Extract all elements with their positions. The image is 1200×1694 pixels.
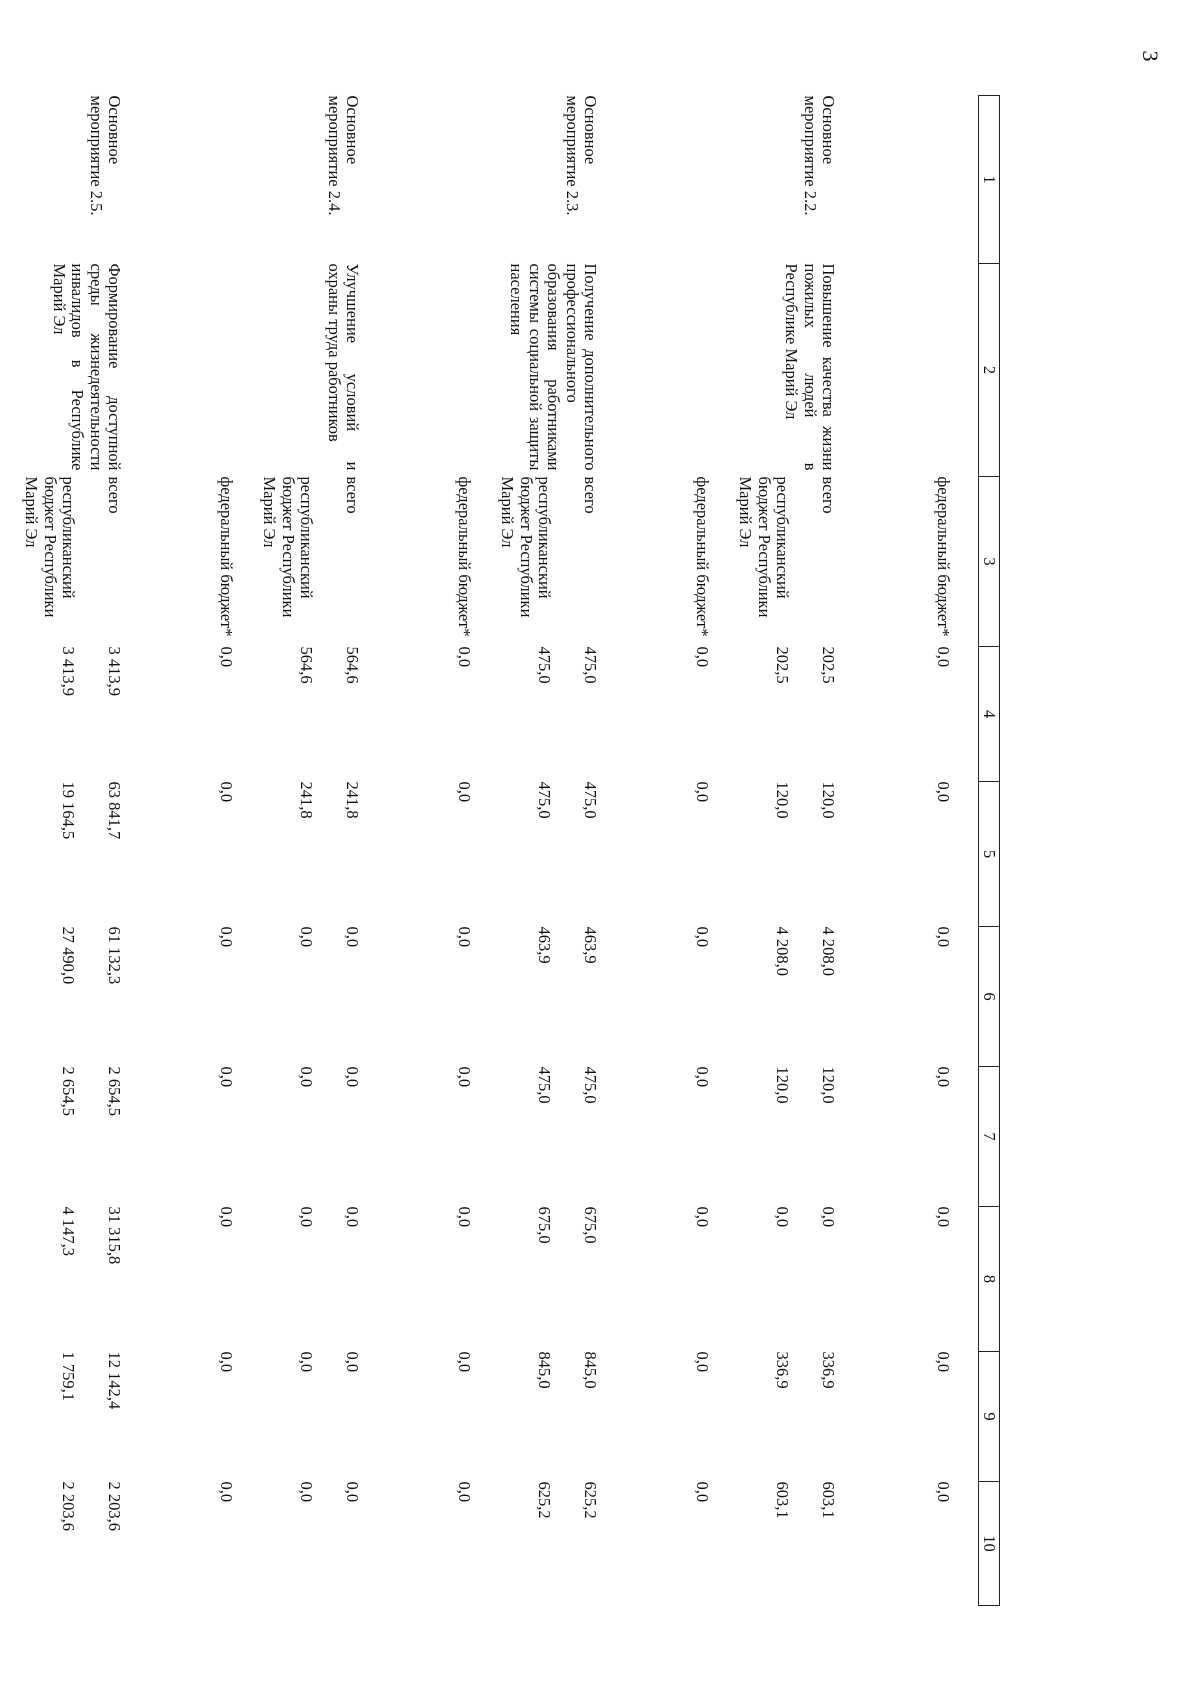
measure-id-cell: Основное мероприятие 2.5.: [86, 95, 124, 216]
value-cell: 0,0: [297, 1206, 316, 1228]
value-cell: 0,0: [934, 1351, 953, 1373]
value-cell: 0,0: [455, 1351, 474, 1373]
column-header: 3: [979, 477, 1000, 647]
column-header: 1: [979, 96, 1000, 264]
value-cell: 3 413,9: [59, 646, 78, 696]
value-cell: 0,0: [217, 1066, 236, 1088]
value-cell: 12 142,4: [105, 1351, 124, 1410]
column-header: 6: [979, 927, 1000, 1067]
value-cell: 475,0: [581, 646, 600, 684]
value-cell: 0,0: [934, 1481, 953, 1503]
value-cell: 2 654,5: [59, 1066, 78, 1116]
value-cell: 241,8: [343, 781, 362, 819]
value-cell: 202,5: [773, 646, 792, 684]
value-cell: 564,6: [297, 646, 316, 684]
value-cell: 0,0: [693, 1481, 712, 1503]
value-cell: 0,0: [217, 1481, 236, 1503]
value-cell: 0,0: [217, 926, 236, 948]
value-cell: 0,0: [934, 1066, 953, 1088]
value-cell: 1 759,1: [59, 1351, 78, 1401]
measure-id-cell: Основное мероприятие 2.2.: [800, 95, 838, 216]
value-cell: 3 413,9: [105, 646, 124, 696]
value-cell: 0,0: [217, 781, 236, 803]
funding-source-cell: федеральный бюджет*: [693, 476, 712, 637]
column-header: 8: [979, 1207, 1000, 1352]
value-cell: 675,0: [535, 1206, 554, 1244]
funding-source-cell: республиканский бюджет Республики Марий Эл: [498, 476, 554, 618]
table-row: [791, 96, 837, 1606]
funding-source-cell: федеральный бюджет*: [455, 476, 474, 637]
value-cell: 0,0: [693, 781, 712, 803]
value-cell: 0,0: [773, 1206, 792, 1228]
value-cell: 0,0: [455, 781, 474, 803]
value-cell: 0,0: [934, 926, 953, 948]
funding-source-cell: федеральный бюджет*: [217, 476, 236, 637]
value-cell: 0,0: [297, 926, 316, 948]
column-header: 9: [979, 1352, 1000, 1482]
value-cell: 0,0: [693, 646, 712, 668]
column-header: 2: [979, 264, 1000, 477]
measure-name-cell: Повышение качества жизни пожилых людей в Республике Марий Эл: [782, 263, 838, 471]
value-cell: 603,1: [773, 1481, 792, 1519]
table-row: [553, 96, 599, 1606]
value-cell: 845,0: [535, 1351, 554, 1389]
value-cell: 336,9: [819, 1351, 838, 1389]
value-cell: 0,0: [819, 1206, 838, 1228]
value-cell: 0,0: [455, 646, 474, 668]
table-row: [315, 96, 361, 1606]
value-cell: 31 315,8: [105, 1206, 124, 1265]
value-cell: 0,0: [455, 926, 474, 948]
value-cell: 475,0: [535, 1066, 554, 1104]
funding-source-cell: всего: [105, 476, 124, 514]
value-cell: 0,0: [297, 1481, 316, 1503]
column-header: 10: [979, 1482, 1000, 1606]
value-cell: 2 203,6: [59, 1481, 78, 1531]
table-row: [837, 96, 952, 1606]
value-cell: 675,0: [581, 1206, 600, 1244]
column-number-row: [979, 96, 1000, 1606]
funding-source-cell: республиканский бюджет Республики Марий Эл: [22, 476, 78, 618]
value-cell: 19 164,5: [59, 781, 78, 840]
funding-source-cell: федеральный бюджет*: [934, 476, 953, 637]
value-cell: 0,0: [217, 646, 236, 668]
value-cell: 0,0: [217, 1206, 236, 1228]
value-cell: 0,0: [343, 1351, 362, 1373]
value-cell: 625,2: [535, 1481, 554, 1519]
value-cell: 0,0: [297, 1066, 316, 1088]
value-cell: 0,0: [455, 1066, 474, 1088]
value-cell: 0,0: [455, 1206, 474, 1228]
rotated-table-wrapper: [22, 95, 1000, 1605]
value-cell: 603,1: [819, 1481, 838, 1519]
value-cell: 120,0: [819, 781, 838, 819]
value-cell: 0,0: [693, 1066, 712, 1088]
value-cell: 120,0: [819, 1066, 838, 1104]
value-cell: 61 132,3: [105, 926, 124, 985]
value-cell: 0,0: [693, 926, 712, 948]
value-cell: 2 203,6: [105, 1481, 124, 1531]
measure-id-cell: Основное мероприятие 2.3.: [562, 95, 600, 216]
funding-source-cell: всего: [343, 476, 362, 514]
value-cell: 564,6: [343, 646, 362, 684]
value-cell: 27 490,0: [59, 926, 78, 985]
measure-name-cell: Формирование доступной среды жизнедеятельности инвалидов в Республике Марий Эл: [49, 263, 124, 471]
value-cell: 0,0: [455, 1481, 474, 1503]
value-cell: 0,0: [934, 646, 953, 668]
value-cell: 0,0: [297, 1351, 316, 1373]
value-cell: 0,0: [343, 1206, 362, 1228]
value-cell: 475,0: [535, 781, 554, 819]
measure-name-cell: Улучшение условий и охраны труда работников: [324, 263, 362, 471]
value-cell: 625,2: [581, 1481, 600, 1519]
value-cell: 120,0: [773, 1066, 792, 1104]
column-header: 7: [979, 1067, 1000, 1207]
budget-table: [0, 95, 1000, 1606]
table-row: [77, 96, 123, 1606]
value-cell: 2 654,5: [105, 1066, 124, 1116]
column-header: 5: [979, 782, 1000, 927]
value-cell: 241,8: [297, 781, 316, 819]
measure-id-cell: Основное мероприятие 2.4.: [324, 95, 362, 216]
funding-source-cell: всего: [819, 476, 838, 514]
funding-source-cell: республиканский бюджет Республики Марий Эл: [260, 476, 316, 618]
value-cell: 0,0: [693, 1351, 712, 1373]
value-cell: 4 208,0: [773, 926, 792, 976]
value-cell: 0,0: [217, 1351, 236, 1373]
value-cell: 475,0: [581, 781, 600, 819]
funding-source-cell: всего: [581, 476, 600, 514]
funding-source-cell: республиканский бюджет Республики Марий Эл: [736, 476, 792, 618]
value-cell: 0,0: [693, 1206, 712, 1228]
value-cell: 0,0: [343, 1066, 362, 1088]
value-cell: 845,0: [581, 1351, 600, 1389]
page-number: 3: [1138, 50, 1163, 62]
value-cell: 336,9: [773, 1351, 792, 1389]
value-cell: 0,0: [934, 1206, 953, 1228]
value-cell: 120,0: [773, 781, 792, 819]
value-cell: 475,0: [581, 1066, 600, 1104]
value-cell: 4 147,3: [59, 1206, 78, 1256]
value-cell: 463,9: [581, 926, 600, 964]
column-header: 4: [979, 647, 1000, 782]
value-cell: 463,9: [535, 926, 554, 964]
value-cell: 202,5: [819, 646, 838, 684]
value-cell: 0,0: [934, 781, 953, 803]
value-cell: 475,0: [535, 646, 554, 684]
value-cell: 0,0: [343, 1481, 362, 1503]
value-cell: 63 841,7: [105, 781, 124, 840]
value-cell: 4 208,0: [819, 926, 838, 976]
measure-name-cell: Получение дополнительного профессионального образования работниками системы социальной защиты населения: [507, 263, 600, 471]
value-cell: 0,0: [343, 926, 362, 948]
